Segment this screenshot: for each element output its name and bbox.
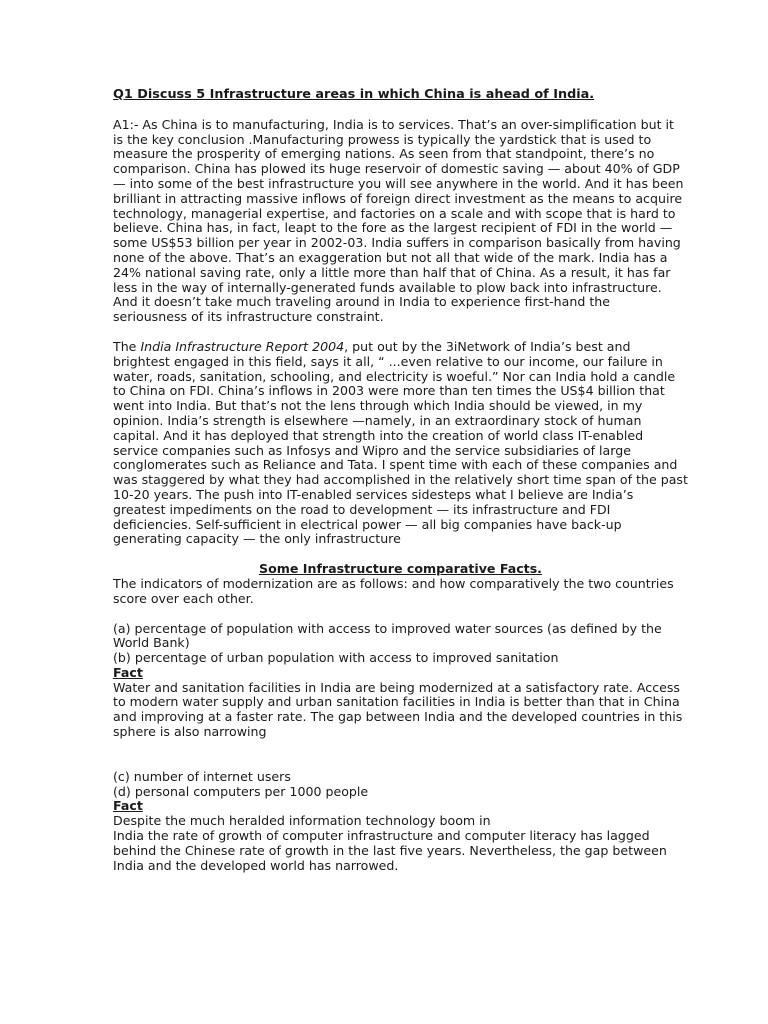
indicator-item-a: (a) percentage of population with access to improved water sources (as defined by the World Bank) [113, 620, 662, 651]
question-title: Q1 Discuss 5 Infrastructure areas in which China is ahead of India. [113, 87, 595, 102]
paragraph-2-body: , put out by the 3iNetwork of India’s best and brightest engaged in this field, says it all, “ ...even relative to our income, our failure in water, roads, sanitation, schooling, and electricity is woeful.” Nor can India hold a candle to China on FDI. China’s inflows in 2003 were more than ten times the US$4 billion that went into India. But that’s not the lens through which India should be viewed, in my opinion. India’s strength is elsewhere —namely, in an extraordinary stock of human capital. And it has deployed that strength into the creation of world class IT-enabled service companies such as Infosys and Wipro and the service subsidiaries of large conglomerates such as Reliance and Tata. I spent time with each of these companies and was staggered by what they had accomplished in the relatively short time span of the past 10-20 years. The push into IT-enabled services sidesteps what I believe are India’s greatest impediments on the road to development — its infrastructure and FDI deficiencies. Self-sufficient in electrical power — all big companies have back-up generating capacity — the only infrastructure [113, 338, 688, 547]
paragraph-2-prefix: The [113, 338, 141, 354]
answer-paragraph-1: A1:- As China is to manufacturing, India is to services. That’s an over-simplification but it is the key conclusion .Manufacturing prowess is typically the yardstick that is used to measure the prosperity of emerging nations. As seen from that standpoint, there’s no comparison. China has plowed its huge reservoir of domestic saving — about 40% of GDP — into some of the best infrastructure you will see anywhere in the world. And it has been brilliant in attracting massive inflows of foreign direct investment as the means to acquire technology, managerial expertise, and factories on a scale and with scope that is hard to believe. China has, in fact, leapt to the fore as the largest recipient of FDI in the world — some US$53 billion per year in 2002-03. India suffers in comparison basically from having none of the above. That’s an exaggeration but not all that wide of the mark. India has a 24% national saving rate, only a little more than half that of China. As a result, it has far less in the way of internally-generated funds available to plow back into infrastructure. And it doesn’t take much traveling around in India to experience first-hand the seriousness of its infrastructure constraint. [113, 116, 684, 325]
spacer [113, 607, 688, 622]
spacer [113, 325, 688, 340]
spacer [113, 740, 688, 770]
fact-paragraph-1: Water and sanitation facilities in India are being modernized at a satisfactory rate. Access to modern water supply and urban sanitation facilities in India is better than that in China and improving at a faster rate. The gap between India and the developed countries in this sphere is also narrowing [113, 679, 683, 740]
report-title: India Infrastructure Report 2004 [140, 338, 345, 354]
fact-label: Fact [113, 798, 143, 814]
spacer [113, 547, 688, 562]
indicator-item-c: (c) number of internet users [113, 768, 291, 784]
section-title: Some Infrastructure comparative Facts. [259, 561, 542, 577]
indicators-intro: The indicators of modernization are as follows: and how comparatively the two countries score over each other. [113, 575, 674, 606]
fact-label: Fact [113, 664, 143, 680]
fact-paragraph-2-line-1: Despite the much heralded information technology boom in [113, 813, 491, 829]
fact-paragraph-2-rest: India the rate of growth of computer infrastructure and computer literacy has lagged behind the Chinese rate of growth in the last five years. Nevertheless, the gap between India and the developed world has narrowed. [113, 828, 667, 873]
indicator-item-d: (d) personal computers per 1000 people [113, 783, 369, 799]
indicator-item-b: (b) percentage of urban population with access to improved sanitation [113, 650, 559, 666]
answer-paragraph-2 [113, 340, 688, 547]
